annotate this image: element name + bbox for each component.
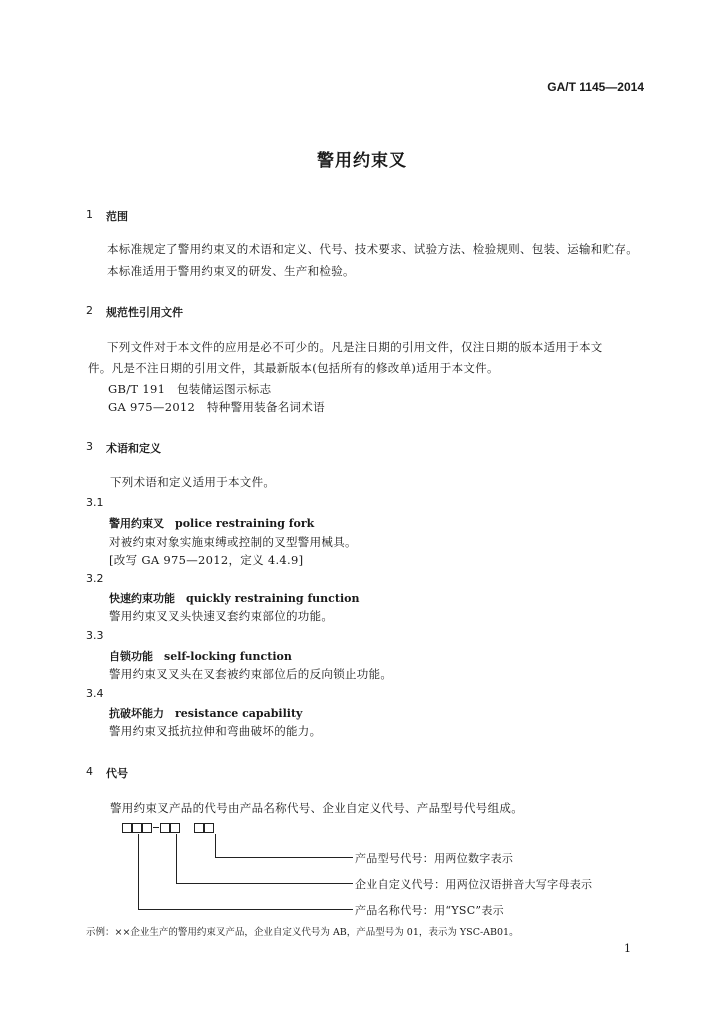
term-3-4-number: 3.4 bbox=[86, 687, 104, 700]
code-box bbox=[160, 823, 170, 833]
section-3-number: 3 bbox=[86, 440, 93, 453]
code-boxes bbox=[122, 822, 214, 833]
section-1-line-2: 本标准适用于警用约束叉的研发、生产和检验。 bbox=[107, 264, 355, 278]
code-hyphen bbox=[153, 827, 159, 828]
section-2-line-2: 件。凡是不注日期的引用文件，其最新版本(包括所有的修改单)适用于本文件。 bbox=[88, 361, 499, 375]
section-3-heading: 术语和定义 bbox=[106, 442, 161, 455]
code-box bbox=[170, 823, 180, 833]
section-2-line-1: 下列文件对于本文件的应用是必不可少的。凡是注日期的引用文件，仅注日期的版本适用于本文 bbox=[107, 340, 603, 354]
reference-gbt191: GB/T 191 包装储运图示标志 bbox=[108, 382, 272, 396]
leader-line bbox=[138, 834, 139, 910]
term-3-4-title: 抗破坏能力 resistance capability bbox=[109, 707, 303, 720]
page-number: 1 bbox=[624, 942, 631, 955]
section-2-number: 2 bbox=[86, 304, 93, 317]
section-2-heading: 规范性引用文件 bbox=[106, 306, 183, 319]
term-3-3-definition: 警用约束叉叉头在叉套被约束部位后的反向锁止功能。 bbox=[109, 667, 393, 681]
section-1-number: 1 bbox=[86, 208, 93, 221]
code-box bbox=[204, 823, 214, 833]
leader-line bbox=[138, 909, 353, 910]
section-4-intro: 警用约束叉产品的代号由产品名称代号、企业自定义代号、产品型号代号组成。 bbox=[110, 801, 523, 815]
label-enterprise-code: 企业自定义代号：用两位汉语拼音大写字母表示 bbox=[355, 878, 593, 891]
term-3-2-definition: 警用约束叉叉头快速叉套约束部位的功能。 bbox=[109, 609, 334, 623]
section-3-intro: 下列术语和定义适用于本文件。 bbox=[110, 475, 276, 489]
term-3-1-definition: 对被约束对象实施束缚或控制的叉型警用械具。 bbox=[109, 535, 357, 549]
standard-number: GA/T 1145—2014 bbox=[547, 80, 644, 94]
section-4-number: 4 bbox=[86, 765, 93, 778]
example-note: 示例：××企业生产的警用约束叉产品，企业自定义代号为 AB，产品型号为 01，表示为 YSC-AB01。 bbox=[86, 927, 519, 938]
term-3-2-title: 快速约束功能 quickly restraining function bbox=[109, 592, 360, 605]
term-3-3-number: 3.3 bbox=[86, 629, 104, 642]
section-1-line-1: 本标准规定了警用约束叉的术语和定义、代号、技术要求、试验方法、检验规则、包装、运输和贮存。 bbox=[107, 242, 638, 256]
label-product-name-code: 产品名称代号：用“YSC”表示 bbox=[355, 904, 504, 917]
leader-line bbox=[215, 857, 353, 858]
leader-line bbox=[176, 883, 353, 884]
code-box bbox=[142, 823, 152, 833]
term-3-3-title: 自锁功能 self-locking function bbox=[109, 650, 292, 663]
code-box bbox=[132, 823, 142, 833]
label-model-code: 产品型号代号：用两位数字表示 bbox=[355, 852, 514, 865]
term-3-1-title: 警用约束叉 police restraining fork bbox=[109, 517, 315, 530]
section-4-heading: 代号 bbox=[106, 767, 128, 780]
term-3-2-number: 3.2 bbox=[86, 572, 104, 585]
code-box bbox=[194, 823, 204, 833]
term-3-1-note: [改写 GA 975—2012，定义 4.4.9] bbox=[109, 553, 304, 567]
reference-ga975: GA 975—2012 特种警用装备名词术语 bbox=[108, 400, 325, 414]
leader-line bbox=[176, 834, 177, 884]
term-3-4-definition: 警用约束叉抵抗拉伸和弯曲破坏的能力。 bbox=[109, 724, 322, 738]
code-box bbox=[122, 823, 132, 833]
term-3-1-number: 3.1 bbox=[86, 496, 104, 509]
leader-line bbox=[215, 834, 216, 858]
document-title: 警用约束叉 bbox=[317, 151, 407, 171]
section-1-heading: 范围 bbox=[106, 210, 128, 223]
